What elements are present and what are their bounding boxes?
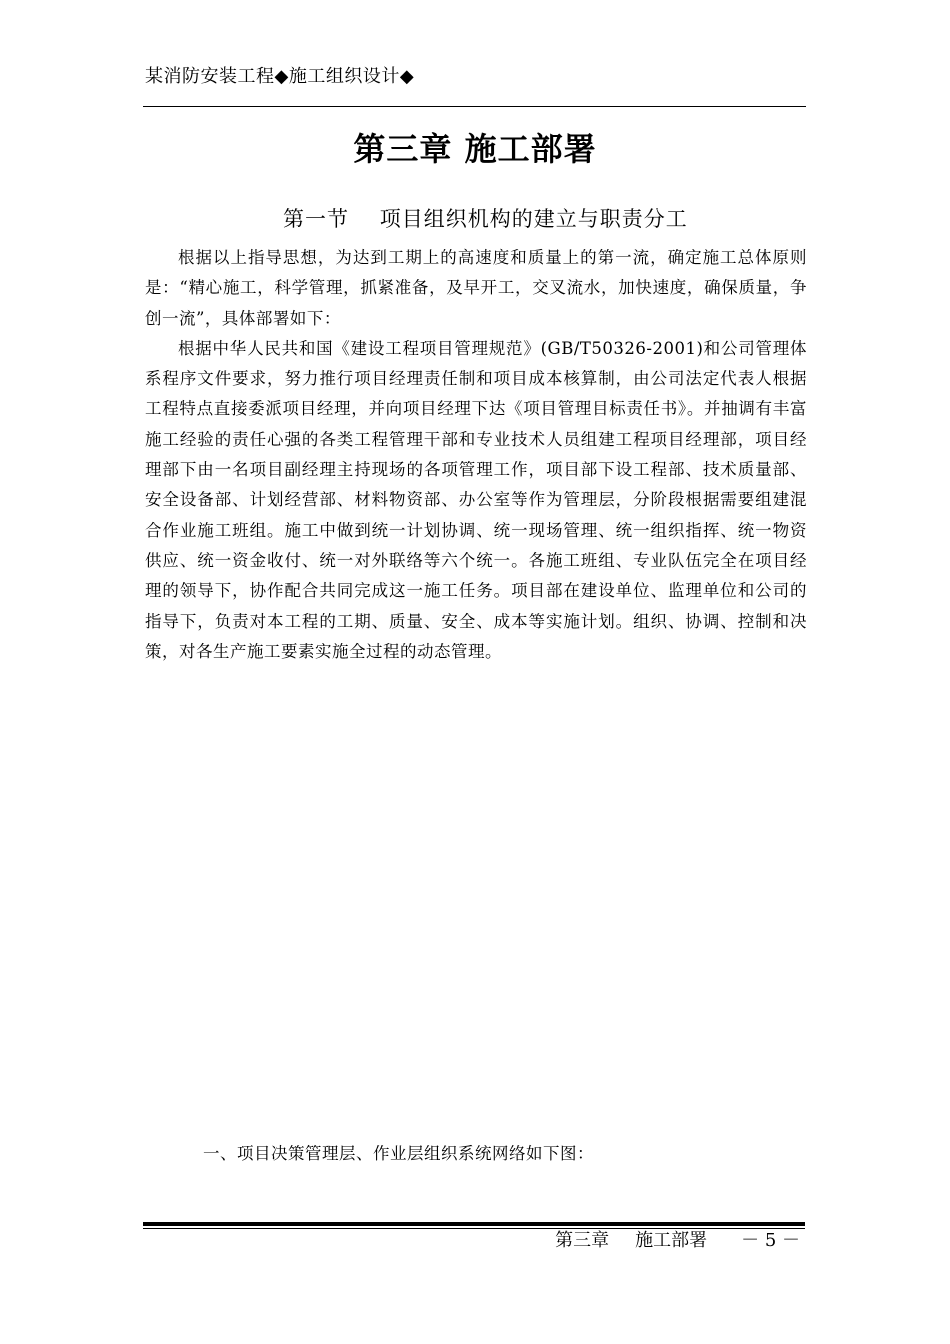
running-header-title: 某消防安装工程◆施工组织设计◆ — [145, 66, 415, 87]
running-footer — [555, 1228, 800, 1254]
footer-divider-thick — [143, 1222, 805, 1226]
footer-chapter-name: 施工部署 — [635, 1230, 708, 1251]
section-title: 第一节 项目组织机构的建立与职责分工 — [283, 207, 688, 231]
paragraph-organization: 根据中华人民共和国《建设工程项目管理规范》(GB/T50326-2001)和公司管理体系程序文件要求，努力推行项目经理责任制和项目成本核算制，由公司法定代表人根据工程特点直接委派项目经理，并向项目经理下达《项目管理目标责任书》。并抽调有丰富施工经验的责任心强的各类工程管理干部和专业技术人员组建工程项目经理部，项目经理部下由一名项目副经理主持现场的各项管理工作，项目部下设工程部、技术质量部、安全设备部、计划经营部、材料物资部、办公室等作为管理层，分阶段根据需要组建混合作业施工班组。施工中做到统一计划协调、统一现场管理、统一组织指挥、统一物资供应、统一资金收付、统一对外联络等六个统一。各施工班组、专业队伍完全在项目经理的领导下，协作配合共同完成这一施工任务。项目部在建设单位、监理单位和公司的指导下，负责对本工程的工期、质量、安全、成本等实施计划。组织、协调、控制和决策，对各生产施工要素实施全过程的动态管理。 — [145, 338, 807, 661]
subheading-org-network: 一、项目决策管理层、作业层组织系统网络如下图： — [203, 1144, 594, 1163]
body-text — [145, 243, 807, 667]
footer-chapter: 第三章 — [555, 1230, 610, 1251]
chapter-title: 第三章 施工部署 — [353, 130, 597, 168]
page-number: － 5 － — [741, 1230, 800, 1251]
header-divider — [143, 106, 806, 107]
paragraph-principles: 根据以上指导思想，为达到工期上的高速度和质量上的第一流，确定施工总体原则是：“精心施工，科学管理，抓紧准备，及早开工，交叉流水，加快速度，确保质量，争创一流”，具体部署如下： — [145, 248, 807, 328]
